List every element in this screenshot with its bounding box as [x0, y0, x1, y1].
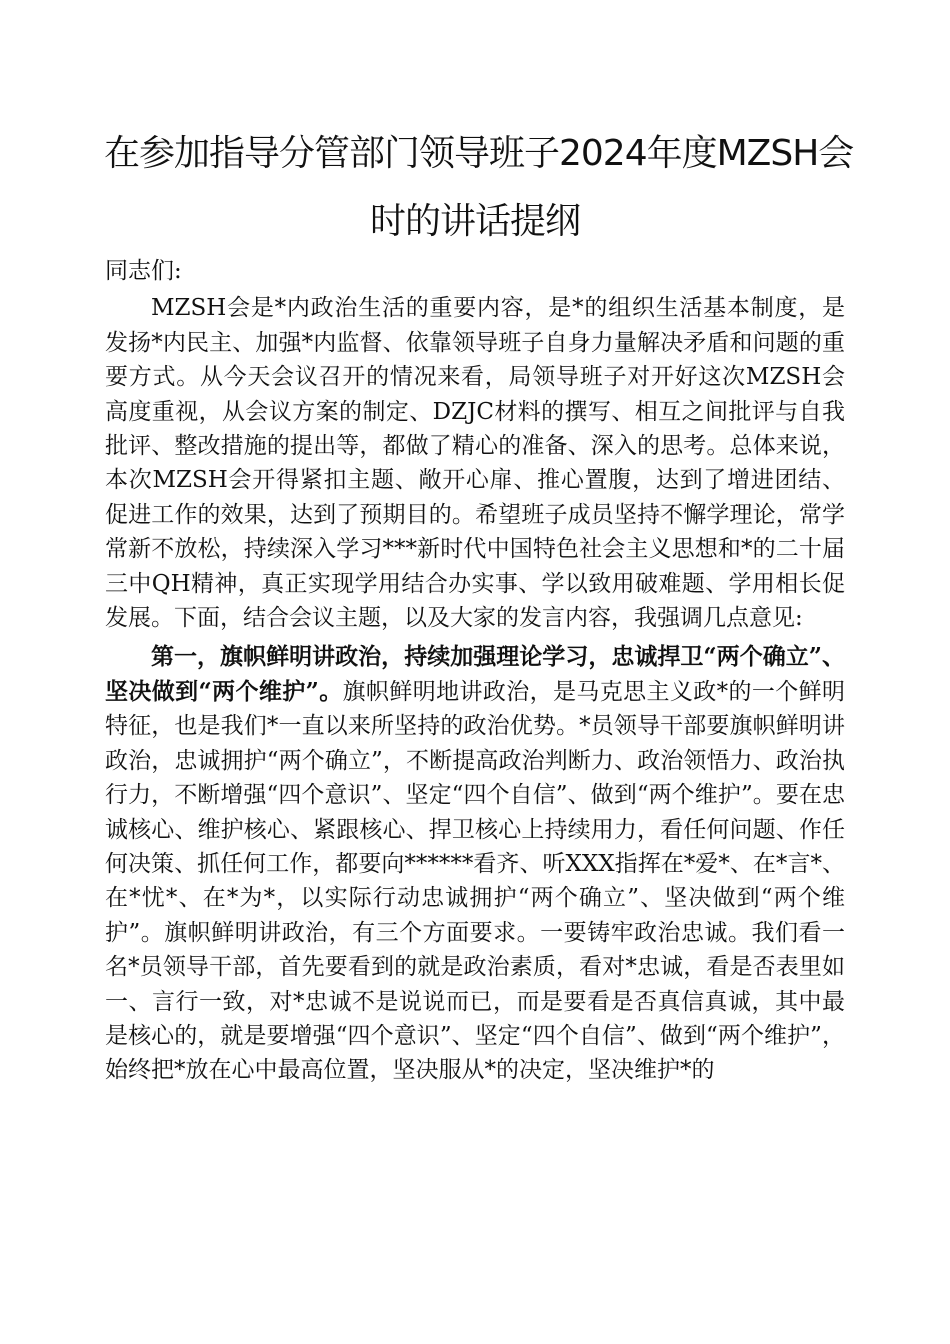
salutation: 同志们: [105, 258, 182, 284]
paragraph-first-point-heading: 第一，旗帜鲜明讲政治，持续加强理论学习，忠诚捍卫“两个确立”、坚决做到“两个维护”。 [105, 643, 845, 705]
paragraph-first-point-text: 旗帜鲜明地讲政治，是马克思主义政*的一个鲜明特征，也是我们*一直以来所坚持的政治优势。*员领导干部要旗帜鲜明讲政治，忠诚拥护“两个确立”，不断提高政治判断力、政治领悟力、政治执行力，不断增强“四个意识”、坚定“四个自信”、做到“两个维护”。要在忠诚核心、维护核心、紧跟核心、捍卫核心上持续用力，看任何问题、作任何决策、抓任何工作，都要向******看齐、听XXX指挥在*爱*、在*言*、在*忧*、在*为*，以实际行动忠诚拥护“两个确立”、坚决做到“两个维护”。旗帜鲜明讲政治，有三个方面要求。一要铸牢政治忠诚。我们看一名*员领导干部，首先要看到的就是政治素质，看对*忠诚，看是否表里如一、言行一致，对*忠诚不是说说而已，而是要看是否真信真诚，其中最是核心的，就是要增强“四个意识”、坚定“四个自信”、做到“两个维护”，始终把*放在心中最高位置，坚决服从*的决定，坚决维护*的 [105, 678, 846, 1084]
document-title-line-2: 时的讲话提纲 [369, 201, 580, 242]
paragraph-first-point [105, 640, 845, 1087]
document-title-line-1: 在参加指导分管部门领导班子2024年度MZSH会 [104, 133, 854, 174]
paragraph-intro: MZSH会是*内政治生活的重要内容，是*的组织生活基本制度，是发扬*内民主、加强*内监督、依靠领导班子自身力量解决矛盾和问题的重要方式。从今天会议召开的情况来看，局领导班子对开好这次MZSH会高度重视，从会议方案的制定、DZJC材料的撰写、相互之间批评与自我批评、整改措施的提出等，都做了精心的准备、深入的思考。总体来说，本次MZSH会开得紧扣主题、敞开心扉、推心置腹，达到了增进团结、促进工作的效果，达到了预期目的。希望班子成员坚持不懈学理论，常学常新不放松，持续深入学习***新时代中国特色社会主义思想和*的二十届三中QH精神，真正实现学用结合办实事、学以致用破难题、学用相长促发展。下面，结合会议主题，以及大家的发言内容，我强调几点意见: [105, 295, 845, 632]
document-body [105, 254, 845, 1093]
